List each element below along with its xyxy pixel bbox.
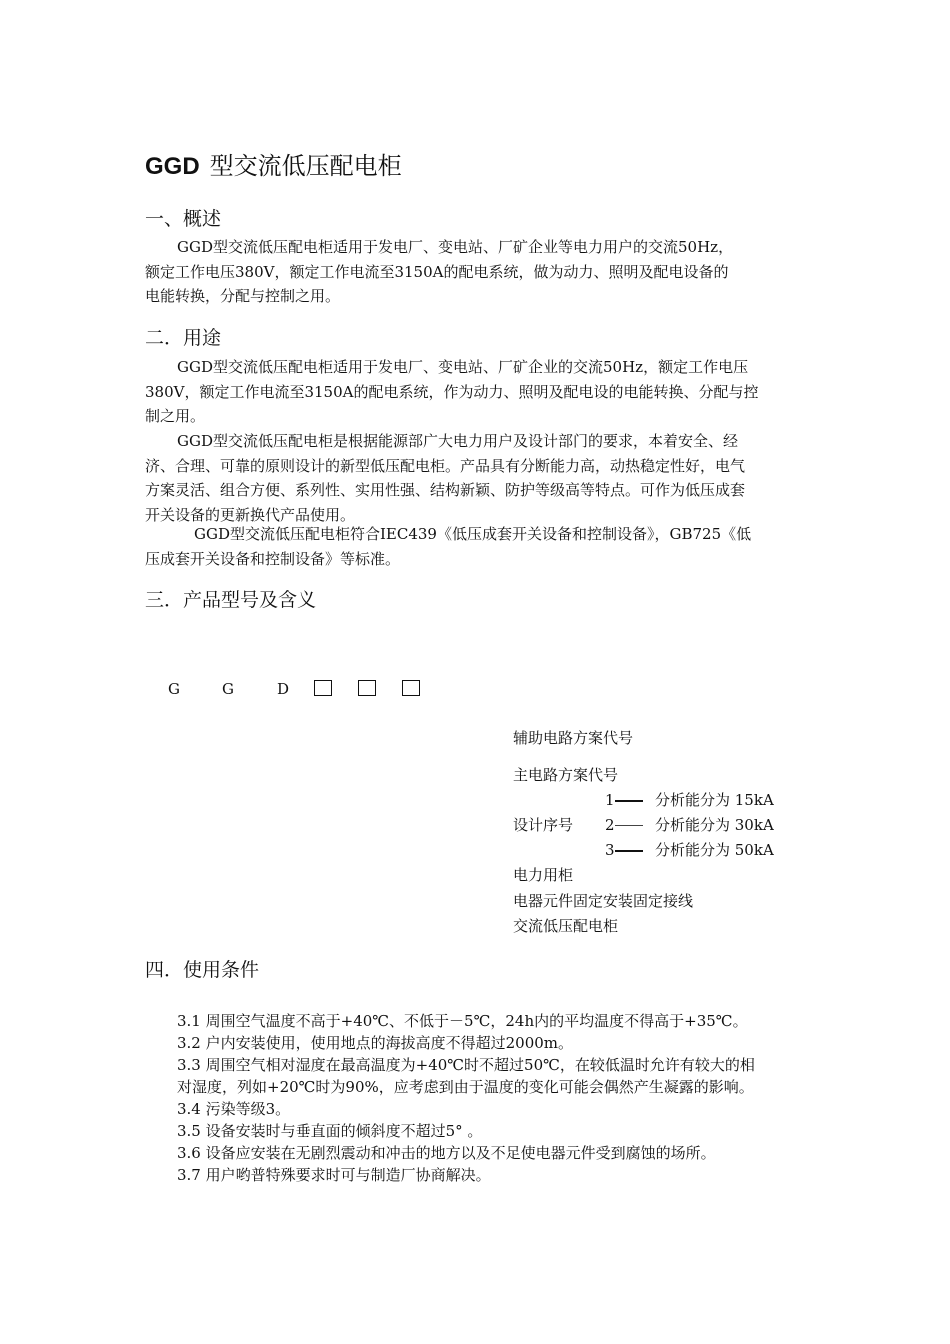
legend-design-number: 设计序号 — [513, 816, 574, 834]
text-line: 开关设备的更新换代产品使用。 — [145, 505, 356, 524]
legend-fixed-installation: 电器元件固定安装固定接线 — [513, 892, 694, 910]
dash-line — [615, 825, 643, 826]
section-heading-conditions: 四．使用条件 — [145, 959, 260, 981]
model-box-main-circuit — [314, 680, 332, 696]
overview-paragraph — [145, 235, 810, 309]
section-heading-model-meaning: 三．产品型号及含义 — [145, 589, 317, 611]
conditions-list — [177, 1010, 812, 1186]
text-line: 电能转换，分配与控制之用。 — [145, 287, 341, 305]
usage-paragraph-2 — [145, 429, 810, 527]
condition-item: 3.5 设备安装时与垂直面的倾斜度不超过5° 。 — [177, 1122, 483, 1140]
text-line: 方案灵活、组合方便、系列性、实用性强、结构新颖、防护等级高等特点。可作为低压成套 — [145, 481, 746, 499]
legend-power-cabinet: 电力用柜 — [513, 866, 574, 884]
text-line: GGD型交流低压配电柜是根据能源部广大电力用户及设计部门的要求，本着安全、经 — [177, 432, 738, 450]
capacity-number: 1 — [605, 791, 615, 809]
condition-item: 3.1 周围空气温度不高于+40℃、不低于－5℃，24h内的平均温度不得高于+35℃。 — [177, 1012, 748, 1030]
title-model-code: GGD — [145, 153, 200, 180]
legend-capacity-2 — [605, 814, 805, 836]
text-line: 额定工作电压380V，额定工作电流至3150A的配电系统，做为动力、照明及配电设备的 — [145, 262, 729, 281]
condition-item: 3.3 周围空气相对湿度在最高温度为+40℃时不超过50℃，在较低温时允许有较大的相 — [177, 1056, 755, 1074]
legend-capacity-3 — [605, 839, 805, 861]
legend-main-circuit: 主电路方案代号 — [513, 766, 619, 784]
condition-item: 3.7 用户哟普特殊要求时可与制造厂协商解决。 — [177, 1166, 491, 1184]
model-letter: D — [277, 680, 290, 698]
model-box-aux-circuit — [358, 680, 376, 696]
model-letter: G — [168, 680, 180, 698]
document-title — [145, 150, 402, 183]
legend-capacity-1 — [605, 789, 805, 811]
model-letter: G — [222, 680, 234, 698]
usage-paragraph-1 — [145, 355, 810, 429]
text-line: 压成套开关设备和控制设备》等标准。 — [145, 549, 401, 568]
condition-item: 3.2 户内安装使用，使用地点的海拔高度不得超过2000m。 — [177, 1034, 574, 1052]
condition-item-continued: 对湿度，列如+20℃时为90%，应考虑到由于温度的变化可能会偶然产生凝露的影响。 — [177, 1078, 754, 1096]
capacity-description: 分析能分为 50kA — [655, 841, 774, 859]
model-box-extra — [402, 680, 420, 696]
capacity-number: 3 — [605, 841, 615, 859]
text-line: GGD型交流低压配电柜符合IEC439《低压成套开关设备和控制设备》，GB725《低 — [194, 525, 752, 543]
capacity-description: 分析能分为 15kA — [655, 791, 774, 809]
dash-line — [615, 850, 643, 852]
text-line: GGD型交流低压配电柜适用于发电厂、变电站、厂矿企业等电力用户的交流50Hz， — [177, 238, 734, 256]
dash-line — [615, 800, 643, 802]
title-product-name: 型交流低压配电柜 — [209, 152, 402, 180]
legend-aux-circuit: 辅助电路方案代号 — [513, 729, 634, 747]
section-heading-overview: 一、概述 — [145, 208, 222, 230]
text-line: 济、合理、可靠的原则设计的新型低压配电柜。产品具有分断能力高，动热稳定性好，电气 — [145, 456, 746, 475]
legend-ac-cabinet: 交流低压配电柜 — [513, 917, 619, 935]
condition-item: 3.4 污染等级3。 — [177, 1100, 291, 1118]
capacity-number: 2 — [605, 816, 615, 834]
condition-item: 3.6 设备应安装在无剧烈震动和冲击的地方以及不足使电器元件受到腐蚀的场所。 — [177, 1144, 716, 1162]
text-line: GGD型交流低压配电柜适用于发电厂、变电站、厂矿企业的交流50Hz，额定工作电压 — [177, 358, 749, 376]
capacity-description: 分析能分为 30kA — [655, 816, 774, 834]
usage-paragraph-3 — [145, 522, 810, 571]
text-line: 制之用。 — [145, 407, 206, 425]
text-line: 380V，额定工作电流至3150A的配电系统，作为动力、照明及配电设的电能转换、分配与控 — [145, 382, 759, 401]
section-heading-usage: 二．用途 — [145, 327, 222, 349]
